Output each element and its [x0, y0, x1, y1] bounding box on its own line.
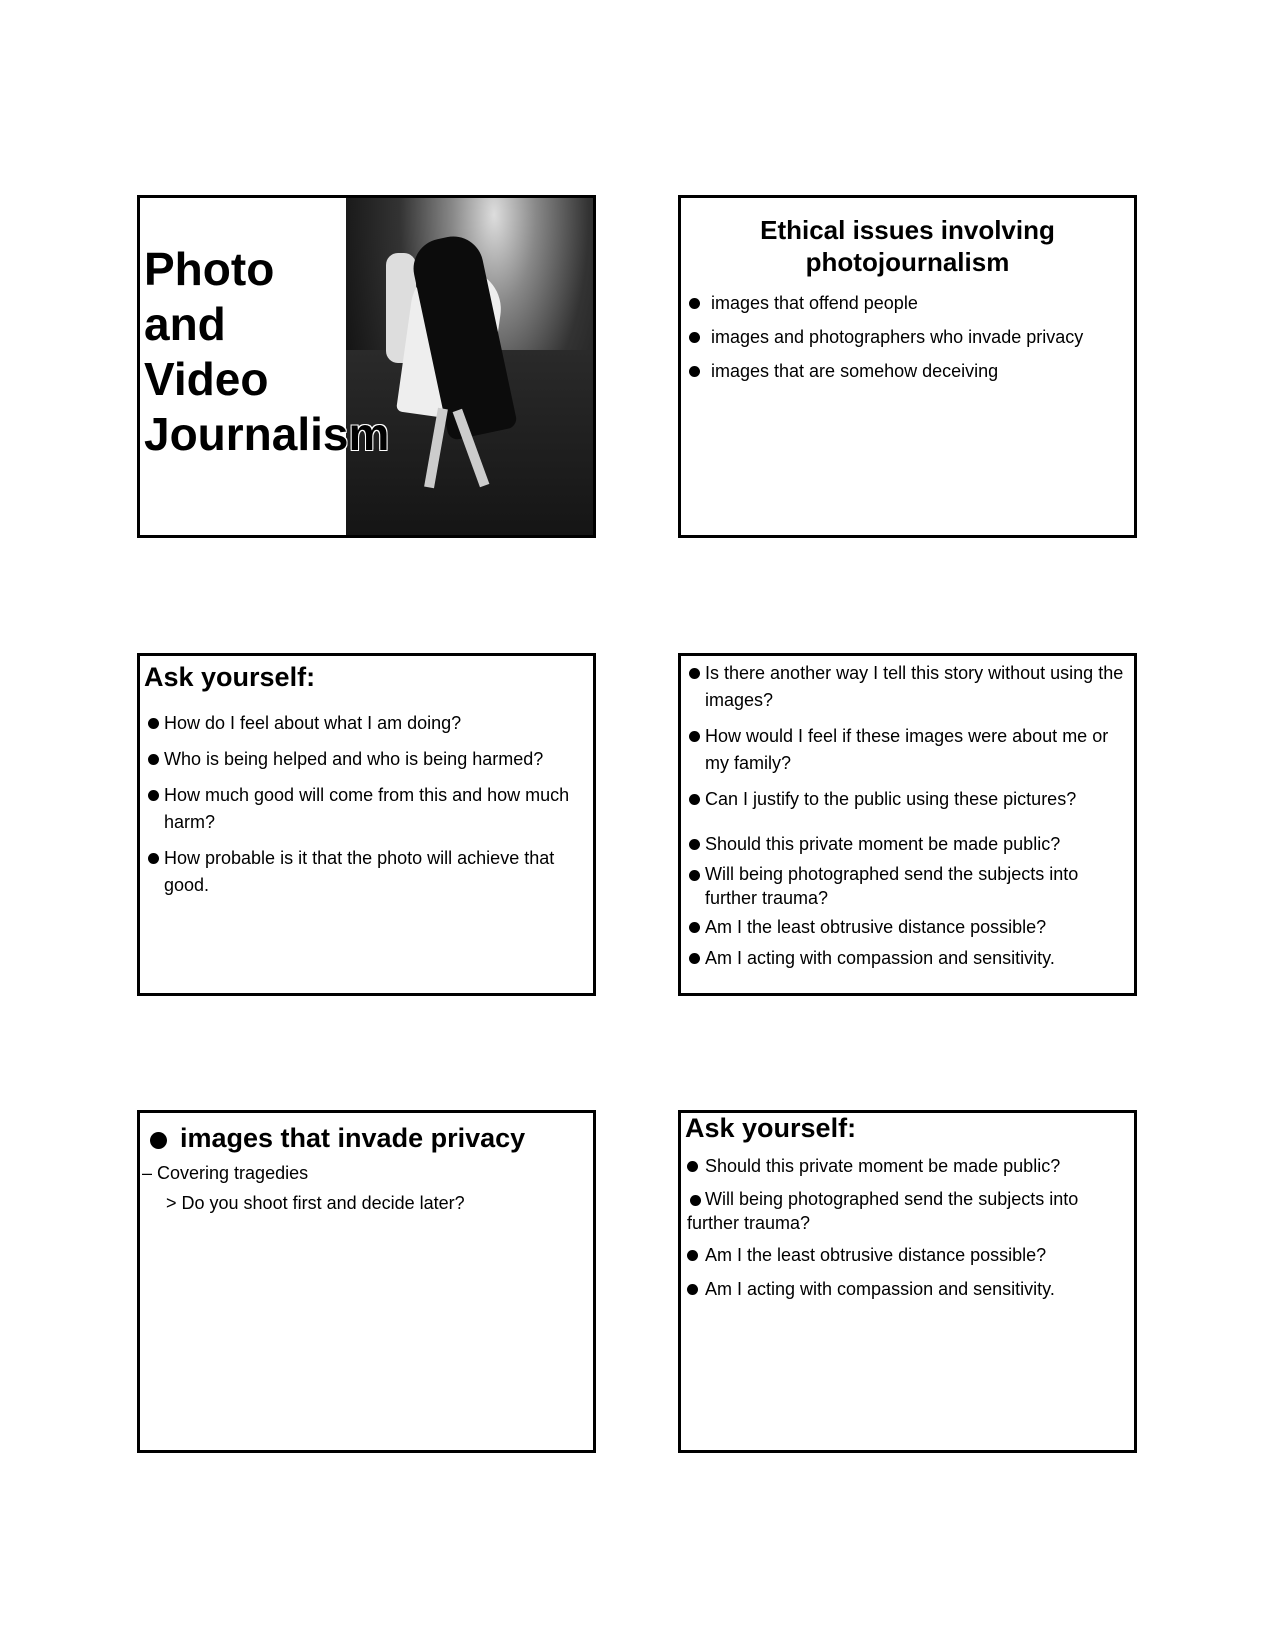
list-item [689, 324, 1128, 351]
title-line: Video [144, 353, 269, 405]
item-text: Am I the least obtrusive distance possible? [705, 917, 1047, 937]
bullet-icon [689, 870, 700, 881]
bullet-list [687, 1153, 1132, 1310]
item-text: images that are somehow deceiving [711, 361, 999, 381]
item-text: Will being photographed send the subjects into further trauma? [705, 864, 1079, 908]
bullet-list [689, 660, 1132, 976]
heading-line: photojournalism [805, 247, 1010, 277]
list-item [148, 782, 591, 836]
item-text: Am I acting with compassion and sensitivity. [705, 1279, 1055, 1299]
bullet-icon [148, 718, 159, 729]
bullet-icon [689, 298, 700, 309]
sub-sub-bullet: > Do you shoot first and decide later? [166, 1193, 465, 1213]
slide-ask-yourself-2 [678, 1110, 1137, 1453]
list-item [689, 786, 1132, 813]
bullet-icon [689, 953, 700, 964]
item-text: Am I the least obtrusive distance possible? [705, 1245, 1047, 1265]
slide-questions [678, 653, 1137, 996]
title-line: Journalism [144, 408, 390, 460]
list-item [689, 945, 1132, 972]
bullet-icon [148, 790, 159, 801]
bullet-icon [689, 839, 700, 850]
list-item [689, 862, 1132, 910]
slide-title-text [144, 242, 389, 462]
item-text: images that invade privacy [180, 1123, 526, 1153]
slide-heading: Ask yourself: [685, 1113, 857, 1143]
list-item [689, 914, 1132, 941]
bullet-icon [148, 754, 159, 765]
slide-title [137, 195, 596, 538]
bullet-icon [687, 1250, 698, 1261]
item-text: How much good will come from this and how much harm? [164, 785, 570, 832]
bullet-icon [687, 1284, 698, 1295]
list-item [689, 723, 1132, 777]
item-text: How would I feel if these images were about me or my family? [705, 726, 1109, 773]
heading-line: Ethical issues involving [760, 215, 1055, 245]
item-text: Will being photographed send the subjects into further trauma? [687, 1189, 1079, 1233]
bullet-icon [687, 1161, 698, 1172]
bullet-icon [148, 853, 159, 864]
list-item [689, 358, 1128, 385]
bullet-icon [689, 731, 700, 742]
item-text: images that offend people [711, 293, 918, 313]
bullet-icon [689, 366, 700, 377]
slide-ethical-issues [678, 195, 1137, 538]
main-bullet [150, 1123, 525, 1154]
item-text: How do I feel about what I am doing? [164, 713, 462, 733]
item-text: Is there another way I tell this story without using the images? [705, 663, 1124, 710]
item-text: Should this private moment be made public? [705, 1156, 1061, 1176]
item-text: images and photographers who invade privacy [711, 327, 1084, 347]
title-line: Photo [144, 243, 275, 295]
list-item [687, 1242, 1132, 1269]
bullet-icon [689, 332, 700, 343]
bullet-icon [689, 922, 700, 933]
list-item [687, 1276, 1132, 1303]
item-text: Who is being helped and who is being harmed? [164, 749, 544, 769]
list-item [148, 746, 591, 773]
list-item [148, 845, 591, 899]
item-text: Am I acting with compassion and sensitivity. [705, 948, 1055, 968]
bullet-icon [689, 794, 700, 805]
item-text: Should this private moment be made public? [705, 834, 1061, 854]
slide-heading [681, 214, 1134, 278]
slide-heading: Ask yourself: [144, 662, 316, 692]
list-item [148, 710, 591, 737]
title-line: and [144, 298, 226, 350]
item-text: Can I justify to the public using these pictures? [705, 789, 1077, 809]
slide-ask-yourself-1 [137, 653, 596, 996]
bullet-list [148, 710, 591, 908]
bullet-list [689, 290, 1128, 392]
bullet-icon [689, 668, 700, 679]
slide-invade-privacy [137, 1110, 596, 1453]
sub-bullet: – Covering tragedies [142, 1163, 309, 1183]
list-item [689, 290, 1128, 317]
list-item [689, 660, 1132, 714]
bullet-icon [690, 1195, 701, 1206]
list-item [687, 1153, 1132, 1180]
list-item [687, 1187, 1132, 1235]
list-item [689, 831, 1132, 858]
bullet-icon [150, 1132, 167, 1149]
item-text: How probable is it that the photo will achieve that good. [164, 848, 555, 895]
